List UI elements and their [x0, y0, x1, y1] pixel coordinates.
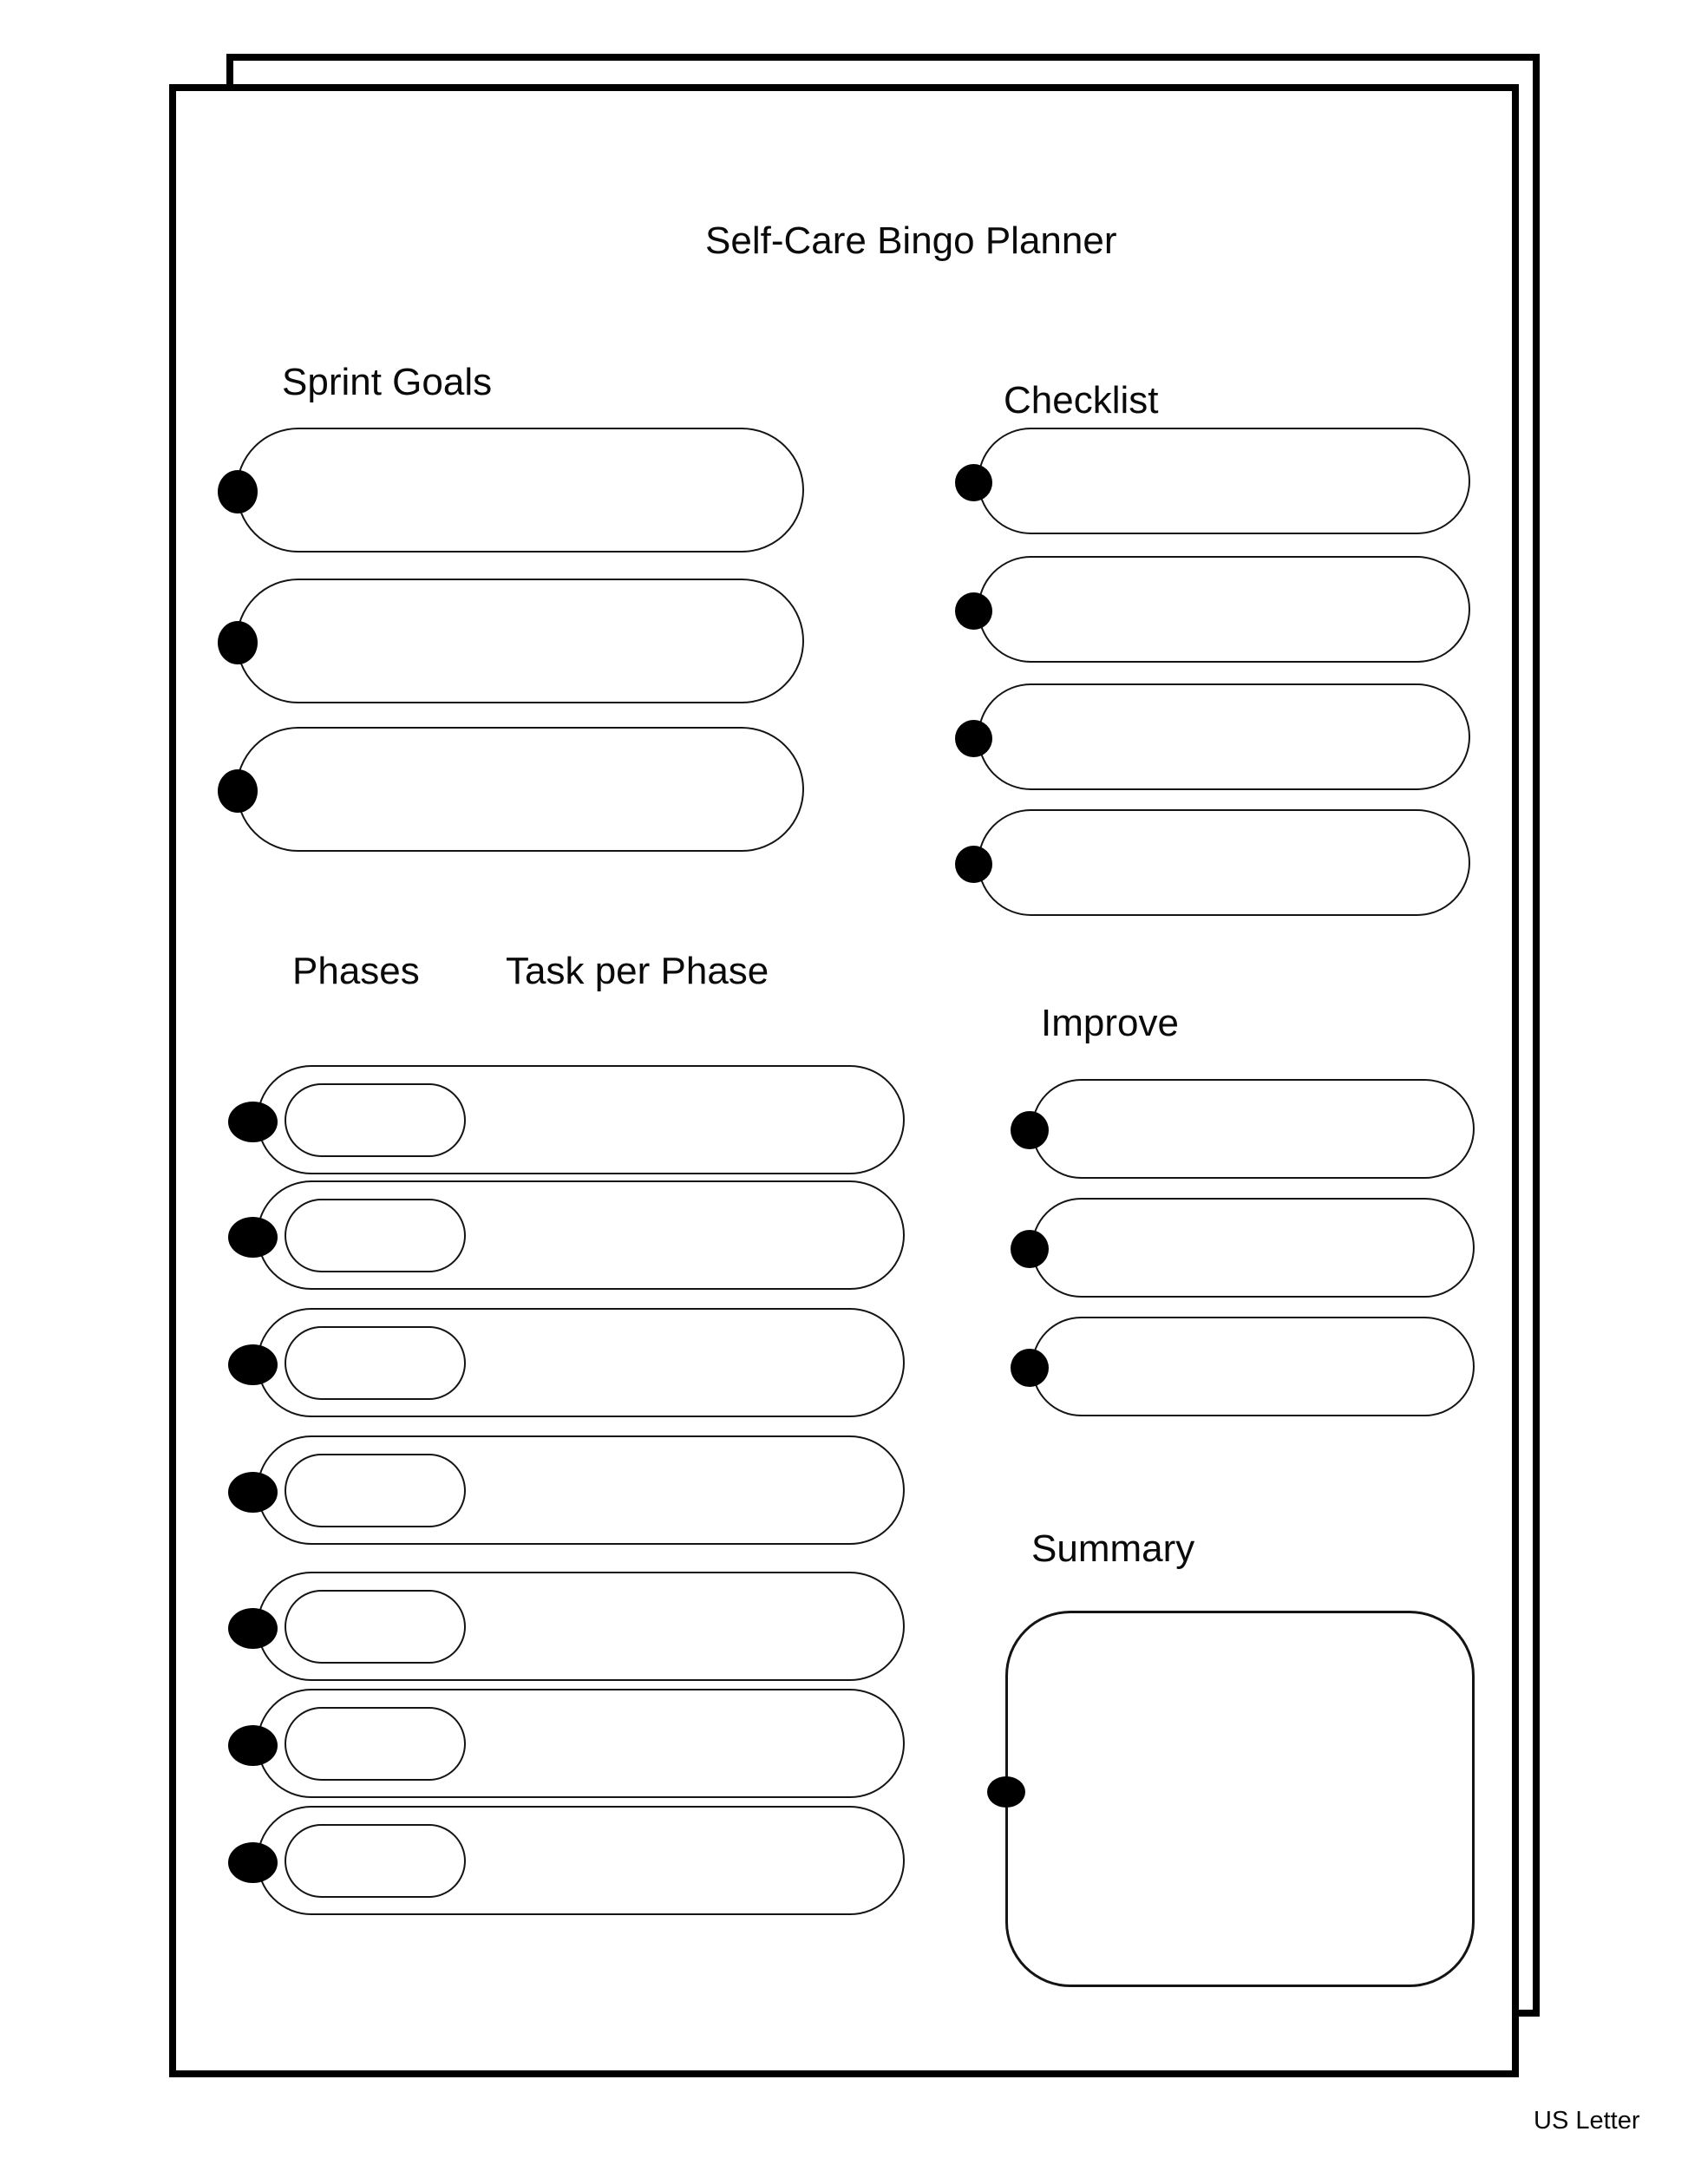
bullet-dot	[218, 769, 258, 813]
bullet-dot	[228, 1344, 278, 1385]
checklist-slot	[978, 809, 1470, 916]
bullet-dot	[218, 621, 258, 664]
paper-size-label: US Letter	[1534, 2107, 1640, 2135]
task-per-phase-heading: Task per Phase	[506, 950, 769, 992]
improve-heading: Improve	[1041, 1002, 1179, 1044]
phase-name-slot	[285, 1083, 466, 1157]
checklist-slot	[978, 428, 1470, 534]
phases-heading: Phases	[292, 950, 420, 992]
phase-task-row	[257, 1308, 905, 1417]
phase-name-slot	[285, 1824, 466, 1898]
bullet-dot	[228, 1608, 278, 1649]
bullet-dot	[1011, 1111, 1049, 1149]
summary-slot	[1005, 1611, 1475, 1987]
bullet-dot	[228, 1472, 278, 1513]
bullet-dot	[228, 1725, 278, 1766]
bullet-dot	[955, 592, 992, 630]
checklist-slot	[978, 683, 1470, 790]
bullet-dot	[228, 1102, 278, 1142]
bullet-dot	[218, 470, 258, 513]
bullet-dot	[955, 464, 992, 501]
sprint-goal-slot	[236, 579, 804, 703]
bullet-dot	[1011, 1349, 1049, 1387]
checklist-heading: Checklist	[1004, 379, 1159, 422]
bullet-dot	[987, 1776, 1025, 1808]
sprint-goal-slot	[236, 727, 804, 852]
page-title: Self-Care Bingo Planner	[705, 219, 1117, 262]
bullet-dot	[228, 1842, 278, 1883]
phase-name-slot	[285, 1199, 466, 1272]
phase-task-row	[257, 1065, 905, 1174]
phase-task-row	[257, 1689, 905, 1798]
bullet-dot	[955, 846, 992, 883]
phase-task-row	[257, 1180, 905, 1290]
phase-name-slot	[285, 1454, 466, 1527]
phase-name-slot	[285, 1707, 466, 1781]
phase-task-row	[257, 1435, 905, 1545]
improve-slot	[1031, 1079, 1475, 1179]
phase-task-row	[257, 1806, 905, 1915]
bullet-dot	[228, 1217, 278, 1258]
phase-name-slot	[285, 1590, 466, 1664]
improve-slot	[1031, 1198, 1475, 1298]
bullet-dot	[1011, 1230, 1049, 1268]
sprint-goal-slot	[236, 428, 804, 553]
phase-task-row	[257, 1572, 905, 1681]
checklist-slot	[978, 556, 1470, 663]
summary-heading: Summary	[1031, 1527, 1195, 1570]
sprint-goals-heading: Sprint Goals	[282, 361, 493, 403]
bullet-dot	[955, 720, 992, 757]
phase-name-slot	[285, 1326, 466, 1400]
improve-slot	[1031, 1317, 1475, 1416]
